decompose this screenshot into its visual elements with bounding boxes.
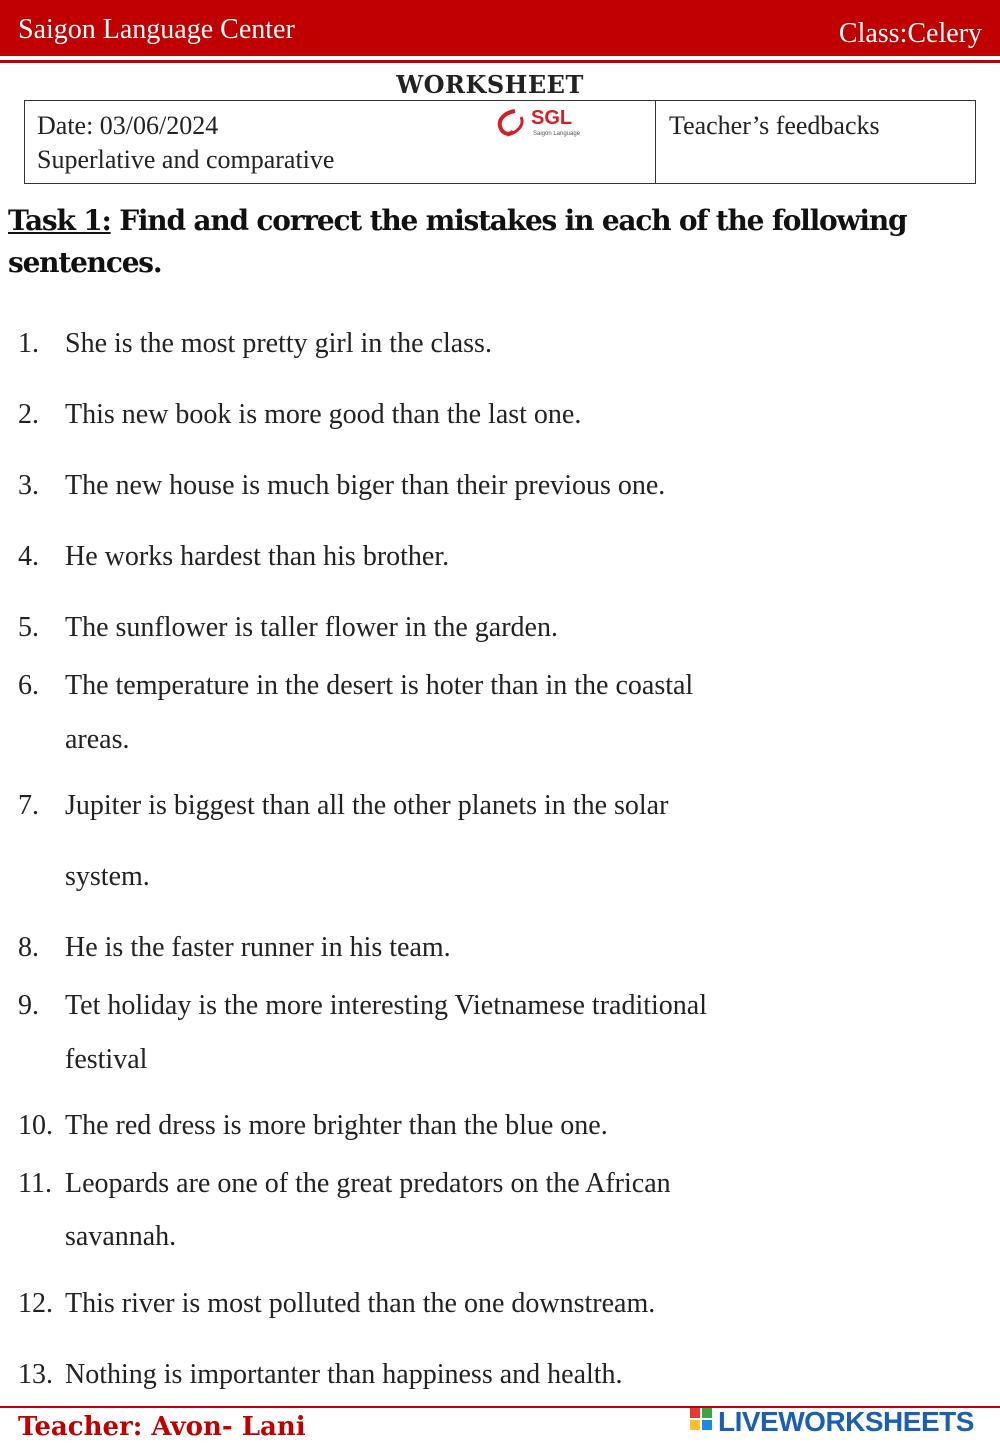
item-number: 5. — [18, 612, 39, 643]
item-text-continued: savannah. — [65, 1221, 177, 1252]
item-number: 12. — [18, 1288, 53, 1319]
date-text: Date: 03/06/2024 — [37, 111, 219, 140]
item-text: She is the most pretty girl in the class. — [65, 328, 492, 359]
item-number: 4. — [18, 541, 39, 572]
item-text: Jupiter is biggest than all the other planets in the solar — [65, 790, 669, 821]
sgl-logo — [493, 107, 593, 143]
item-text: The red dress is more brighter than the blue one. — [65, 1110, 608, 1141]
item-text: Leopards are one of the great predators on the African — [65, 1168, 671, 1199]
class-label: Class:Celery — [838, 18, 982, 49]
item-text: He works hardest than his brother. — [65, 541, 450, 572]
item-text: Nothing is importanter than happiness and health. — [65, 1359, 623, 1390]
item-number: 8. — [18, 932, 39, 963]
liveworksheets-logo — [690, 1404, 990, 1440]
header-bar — [0, 0, 1000, 56]
liveworksheets-wordmark: LIVEWORKSHEETS — [718, 1406, 974, 1437]
item-text-continued: festival — [65, 1044, 148, 1075]
item-text-continued: areas. — [65, 724, 130, 755]
header-divider — [0, 60, 1000, 63]
task-label: Task 1: — [8, 204, 111, 237]
item-text: The temperature in the desert is hoter than in the coastal — [65, 670, 694, 701]
teacher-feedback-label: Teacher’s feedbacks — [669, 111, 880, 140]
center-name: Saigon Language Center — [18, 14, 295, 45]
info-left-cell — [25, 101, 656, 183]
item-number: 3. — [18, 470, 39, 501]
item-number: 6. — [18, 670, 39, 701]
item-text: The sunflower is taller flower in the garden. — [65, 612, 558, 643]
info-table — [24, 100, 976, 184]
item-text-continued: system. — [65, 861, 150, 892]
task-title — [8, 200, 948, 284]
sgl-logo-icon — [493, 107, 529, 141]
item-number: 10. — [18, 1110, 53, 1141]
liveworksheets-blocks-icon — [690, 1408, 714, 1436]
item-text: This river is most polluted than the one downstream. — [65, 1288, 656, 1319]
item-number: 7. — [18, 790, 39, 821]
logo-sub: Saigon Language — [533, 131, 581, 137]
logo-brand: SGL — [531, 107, 573, 129]
item-text: This new book is more good than the last one. — [65, 399, 582, 430]
worksheet-title: WORKSHEET — [396, 70, 584, 99]
item-number: 2. — [18, 399, 39, 430]
teacher-name: Teacher: Avon- Lani — [18, 1412, 306, 1442]
item-number: 13. — [18, 1359, 53, 1390]
item-number: 11. — [18, 1168, 52, 1199]
item-text: The new house is much biger than their previous one. — [65, 470, 666, 501]
item-text: He is the faster runner in his team. — [65, 932, 451, 963]
item-number: 1. — [18, 328, 39, 359]
item-number: 9. — [18, 990, 39, 1021]
task-instruction: Find and correct the mistakes in each of the following sentences. — [8, 204, 907, 279]
topic-text: Superlative and comparative — [37, 145, 335, 174]
item-text: Tet holiday is the more interesting Vietnamese traditional — [65, 990, 708, 1021]
